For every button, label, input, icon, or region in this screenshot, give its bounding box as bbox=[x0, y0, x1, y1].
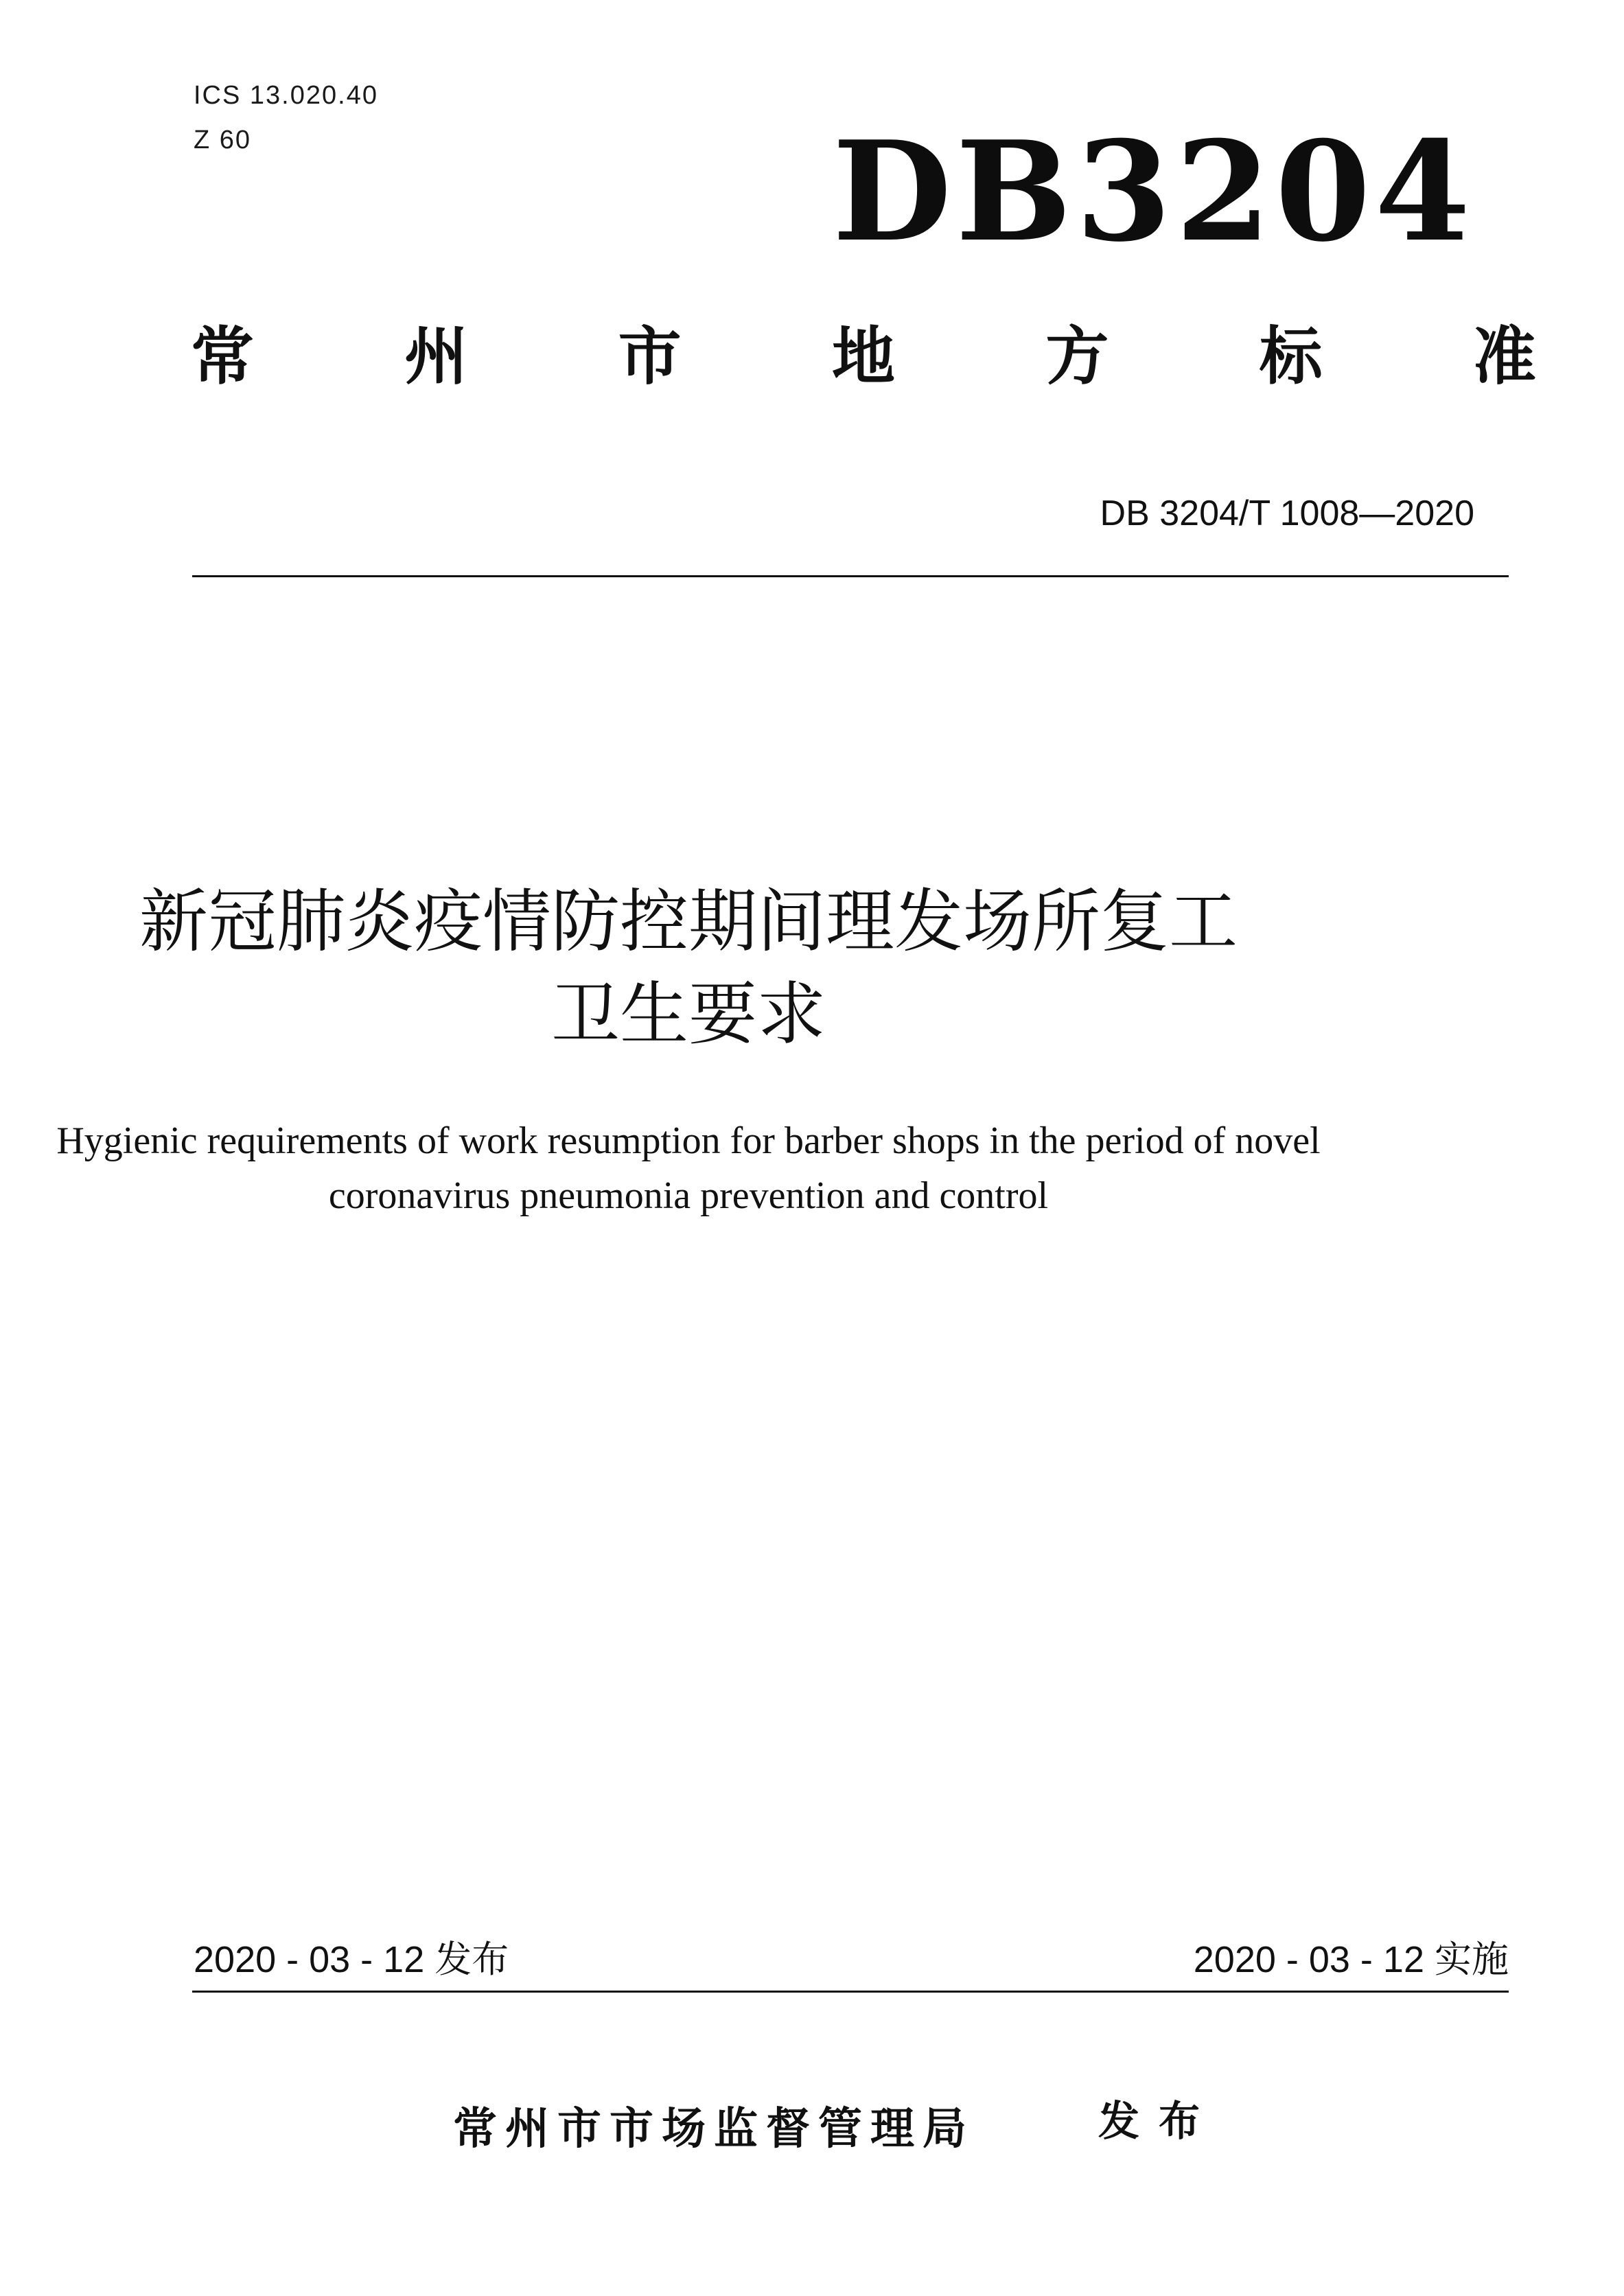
publish-date: 2020 - 03 - 12 发布 bbox=[194, 1939, 509, 1980]
standard-type-char: 地 bbox=[831, 320, 895, 393]
standard-type-char: 常 bbox=[191, 320, 255, 393]
issue-label: 发布 bbox=[1098, 2098, 1219, 2146]
top-divider bbox=[192, 575, 1509, 577]
title-chinese-line-2: 卫生要求 bbox=[551, 974, 826, 1054]
title-english-line-2: coronavirus pneumonia prevention and control bbox=[328, 1174, 1049, 1217]
standard-logo: DB3204 bbox=[832, 111, 1474, 272]
standard-number: DB 3204/T 1008—2020 bbox=[1100, 494, 1474, 533]
title-chinese-line-1: 新冠肺炎疫情防控期间理发场所复工 bbox=[139, 881, 1238, 962]
issuing-authority: 常州市市场监督管理局 bbox=[453, 2104, 975, 2155]
standard-type-char: 准 bbox=[1472, 320, 1536, 393]
standard-type-char: 标 bbox=[1259, 320, 1323, 393]
standard-type-char: 州 bbox=[404, 320, 468, 393]
ics-code: ICS 13.020.40 bbox=[194, 81, 378, 110]
standard-type-char: 市 bbox=[618, 320, 682, 393]
title-english-line-1: Hygienic requirements of work resumption for barber shops in the period of novel bbox=[56, 1120, 1321, 1162]
bottom-divider bbox=[192, 1991, 1509, 1993]
standard-type-char: 方 bbox=[1045, 320, 1109, 393]
implementation-date: 2020 - 03 - 12 实施 bbox=[1193, 1939, 1509, 1980]
classification-code: Z 60 bbox=[194, 126, 252, 154]
standard-type bbox=[191, 319, 1536, 395]
